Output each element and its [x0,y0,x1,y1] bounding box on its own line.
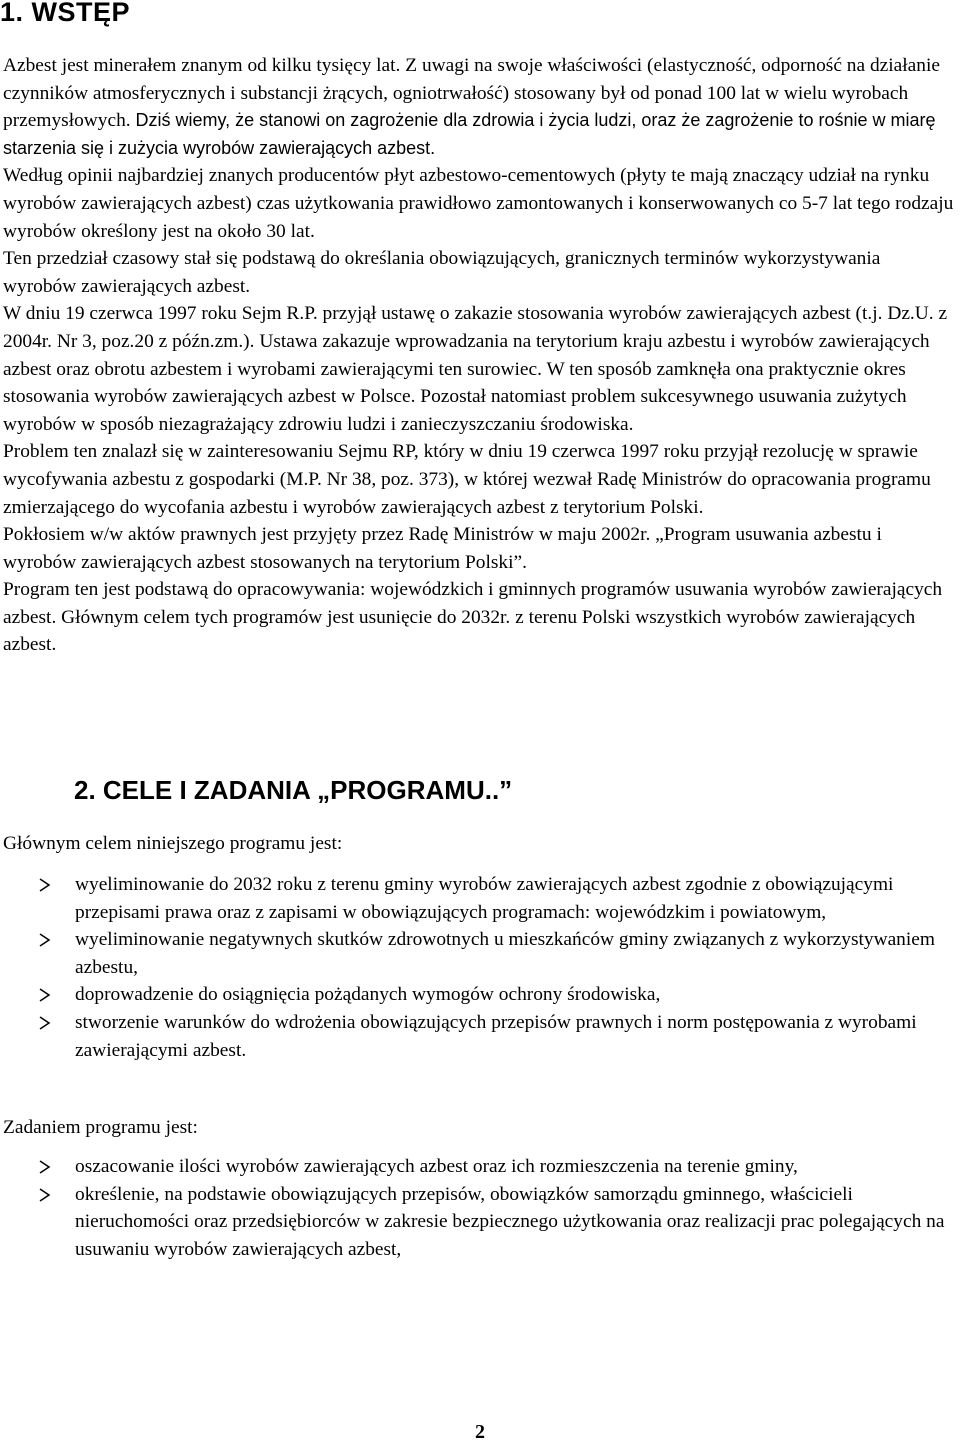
paragraph-deadline: Ten przedział czasowy stał się podstawą do określania obowiązujących, granicznych terminów wykorzystywania wyrobów zawierających azbest. [3,248,881,297]
task-text: oszacowanie ilości wyrobów zawierających azbest oraz ich rozmieszczenia na terenie gminy, [75,1156,798,1177]
tasks-list [0,1153,960,1263]
section-2-heading: 2. CELE I ZADANIA „PROGRAMU..” [74,775,513,805]
tasks-intro: Zadaniem programu jest: [3,1117,198,1138]
list-item [0,1153,960,1181]
goal-text: wyeliminowanie do 2032 roku z terenu gminy wyrobów zawierających azbest zgodnie z obowiązującymi przepisami prawa oraz z zapisami w obowiązujących programach: wojewódzkim i powiatowym, [75,874,894,923]
paragraph-intro [3,52,958,162]
paragraph-act: W dniu 19 czerwca 1997 roku Sejm R.P. przyjął ustawę o zakazie stosowania wyrobów zawierających azbest (t.j. Dz.U. z 2004r. Nr 3, poz.20 z późn.zm.). Ustawa zakazuje wprowadzania na terytorium kraju azbestu i wyrobów zawierających azbest oraz obrotu azbestem i wyrobami zawierającymi ten surowiec. W ten sposób zamknęła ona praktycznie okres stosowania wyrobów zawierających azbest w Polsce. Pozostał natomiast problem sukcesywnego usuwania zużytych wyrobów w sposób niezagrażający zdrowiu ludzi i zanieczyszczaniu środowiska. [3,303,948,435]
paragraph-intro-sans: Dziś wiemy, że stanowi on zagrożenie dla zdrowia i życia ludzi, oraz że zagrożenie to rośnie w miarę starzenia się i zużycia wyrobów zawierających azbest. [3,110,936,158]
paragraph-intro-serif: Azbest jest minerałem znanym od kilku tysięcy lat. Z uwagi na swoje właściwości (elastyczność, odporność na działanie czynników atmosferycznych i substancji żrących, ogniotrwałość) stosowany był od ponad 100 lat w wielu wyrobach przemysłowych. [3,55,940,132]
list-item [0,871,960,926]
paragraph-lifetime: Według opinii najbardziej znanych producentów płyt azbestowo-cementowych (płyty te mają znaczący udział na rynku wyrobów zawierających azbest) czas użytkowania prawidłowo zamontowanych i konserwowanych co 5-7 lat tego rodzaju wyrobów określony jest na około 30 lat. [3,165,954,242]
arrowhead-bullet-icon [38,1187,52,1203]
list-item [0,1181,960,1264]
arrowhead-bullet-icon [38,877,52,893]
arrowhead-bullet-icon [38,932,52,948]
arrowhead-bullet-icon [38,1159,52,1175]
paragraph-program-basis: Program ten jest podstawą do opracowywania: wojewódzkich i gminnych programów usuwania wyrobów zawierających azbest. Głównym celem tych programów jest usunięcie do 2032r. z terenu Polski wszystkich wyrobów zawierających azbest. [3,579,943,656]
paragraph-program: Pokłosiem w/w aktów prawnych jest przyjęty przez Radę Ministrów w maju 2002r. „Program usuwania azbestu i wyrobów zawierających azbest stosowanych na terytorium Polski”. [3,524,882,573]
section-1-heading: 1. WSTĘP [0,0,131,27]
arrowhead-bullet-icon [38,1015,52,1031]
paragraph-resolution: Problem ten znalazł się w zainteresowaniu Sejmu RP, który w dniu 19 czerwca 1997 roku przyjął rezolucję w sprawie wycofywania azbestu z gospodarki (M.P. Nr 38, poz. 373), w której wezwał Radę Ministrów do opracowania programu zmierzającego do wycofania azbestu i wyrobów zawierających azbest z terytorium Polski. [3,441,931,518]
goal-text: wyeliminowanie negatywnych skutków zdrowotnych u mieszkańców gminy związanych z wykorzystywaniem azbestu, [75,929,935,978]
arrowhead-bullet-icon [38,987,52,1003]
list-item [0,1009,960,1064]
page-number: 2 [475,1421,485,1443]
goals-intro: Głównym celem niniejszego programu jest: [3,833,343,854]
goals-list [0,871,960,1064]
section-1-body [3,52,958,659]
goal-text: stworzenie warunków do wdrożenia obowiązujących przepisów prawnych i norm postępowania z wyrobami zawierającymi azbest. [75,1011,917,1061]
list-item [0,981,960,1009]
list-item [0,926,960,981]
goal-text: doprowadzenie do osiągnięcia pożądanych wymogów ochrony środowiska, [75,984,661,1006]
task-text: określenie, na podstawie obowiązujących przepisów, obowiązków samorządu gminnego, właścicieli nieruchomości oraz przedsiębiorców w zakresie bezpiecznego użytkowania oraz realizacji prac polegających na usuwaniu wyrobów zawierających azbest, [75,1183,945,1260]
